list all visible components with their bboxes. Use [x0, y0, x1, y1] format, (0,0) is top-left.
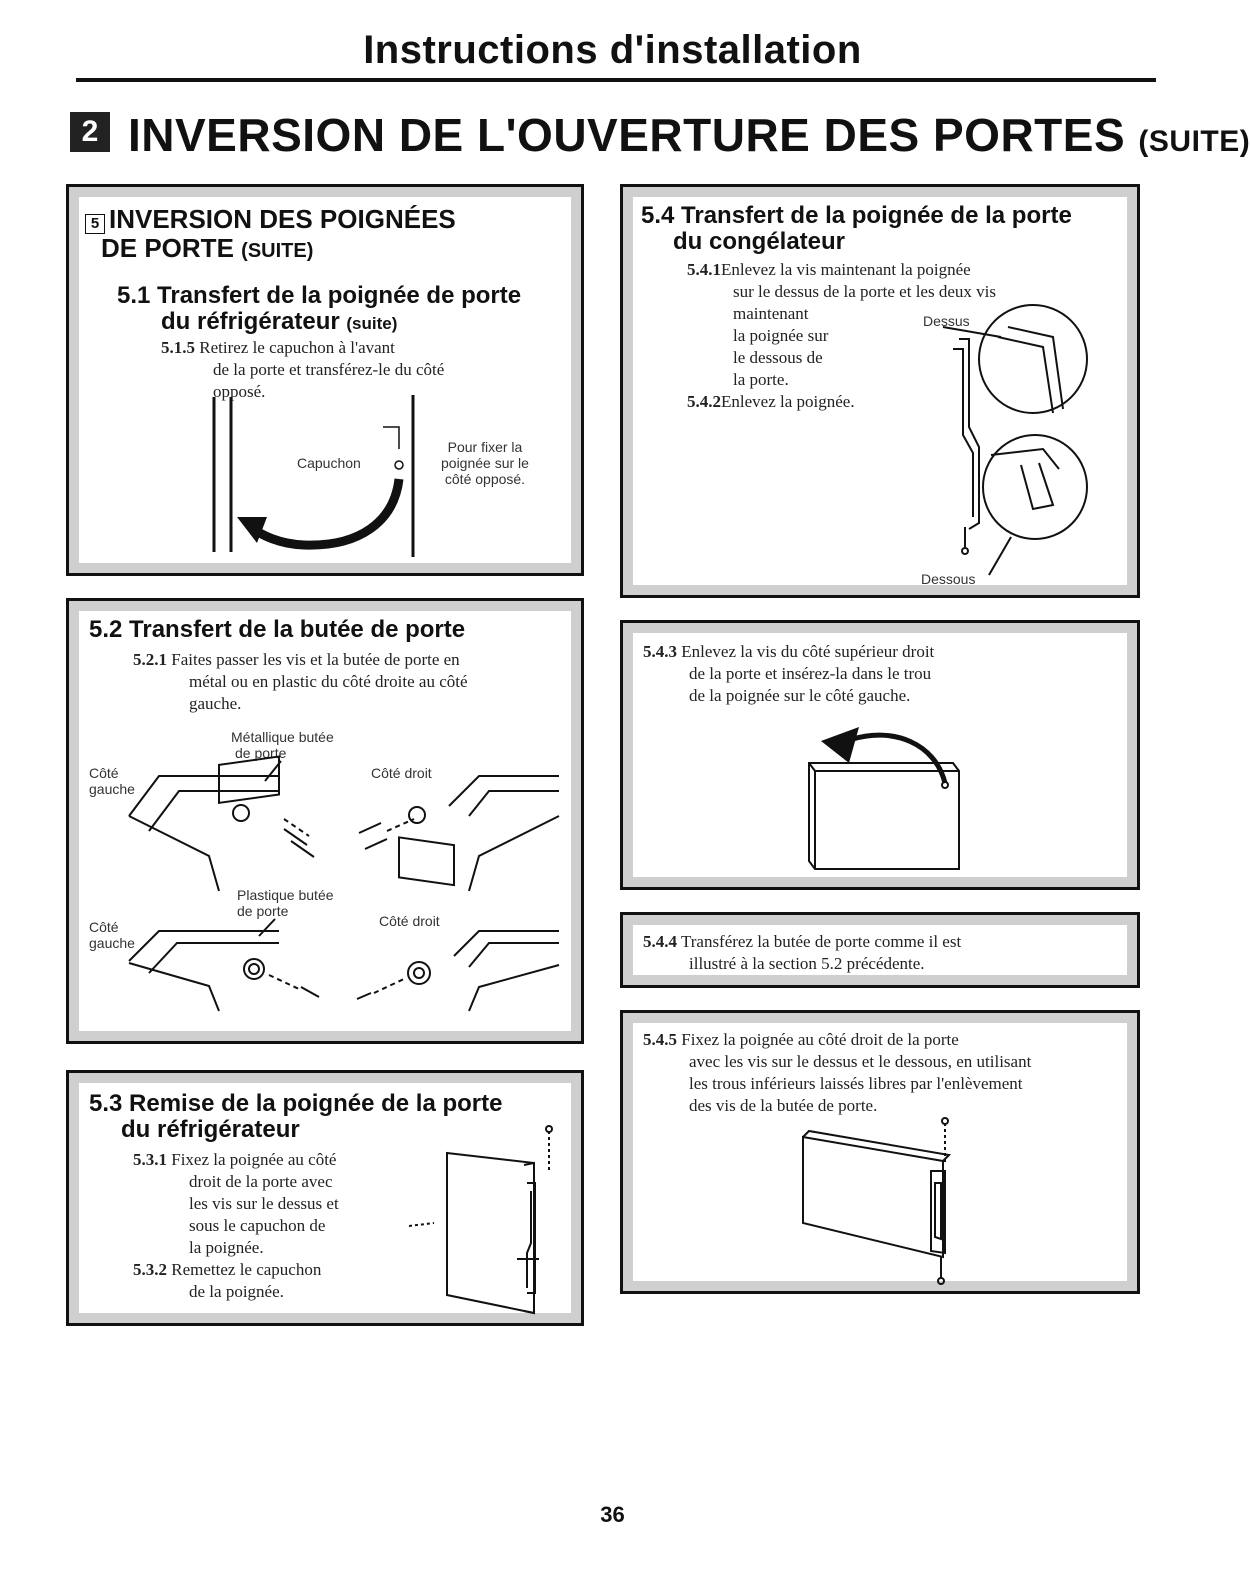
box-butee-transfer [620, 912, 1140, 988]
step-line: droit de la porte avec [189, 1172, 333, 1191]
step-number: 5.3.1 [133, 1150, 167, 1169]
step-line: de la poignée. [189, 1282, 284, 1301]
label-capuchon: Capuchon [297, 455, 361, 471]
step-number: 5.4.1 [687, 260, 721, 279]
label-line: Pour fixer la [447, 439, 523, 455]
step-number: 5.3.2 [133, 1260, 167, 1279]
box1-subtitle-line1: 5.1 Transfert de la poignée de porte [117, 282, 522, 309]
section-title-suffix: (SUITE) [1138, 125, 1250, 158]
label-line: Côté [89, 919, 119, 935]
step-line: la poignée. [189, 1238, 264, 1257]
step-line: Retirez le capuchon à l'avant [199, 338, 395, 357]
box3-title-line2: du réfrigérateur [121, 1116, 300, 1143]
label-dessous: Dessous [921, 571, 976, 587]
label-line: de porte [235, 745, 287, 761]
step-line: des vis de la butée de porte. [689, 1096, 878, 1115]
step-number: 5.4.4 [643, 932, 677, 951]
step-line: sur le dessus de la porte et les deux vis [733, 282, 996, 301]
step-number: 5.4.5 [643, 1030, 677, 1049]
page-number: 36 [600, 1502, 625, 1527]
step-line: métal ou en plastic du côté droite au côté [189, 672, 468, 691]
congelateur-handle-illustration [623, 187, 1143, 601]
box3-title-line1: 5.3 Remise de la poignée de la porte [89, 1090, 503, 1117]
box-remise [66, 1070, 584, 1326]
step-line: Transférez la butée de porte comme il est [680, 932, 962, 951]
section-title [128, 108, 1250, 162]
step-line: maintenant [733, 304, 809, 323]
label-line: gauche [89, 935, 135, 951]
step-line: Enlevez la vis maintenant la poignée [721, 260, 971, 279]
box-congelateur [620, 184, 1140, 598]
step-line: les vis sur le dessus et [189, 1194, 339, 1213]
step-line: la porte. [733, 370, 789, 389]
step-line: avec les vis sur le dessus et le dessous, en utilisant [689, 1052, 1032, 1071]
box1-subtitle-suffix: (suite) [346, 314, 398, 333]
label-line: Côté [89, 765, 119, 781]
box-butee [66, 598, 584, 1044]
capuchon-illustration [69, 187, 587, 579]
box4-title-line1: 5.4 Transfert de la poignée de la porte [641, 202, 1072, 229]
box-fixez [620, 1010, 1140, 1294]
box1-subtitle-line2: du réfrigérateur [161, 308, 340, 335]
butee-illustration [69, 601, 587, 1047]
label-line: côté opposé. [444, 471, 526, 487]
label-cote-droit: Côté droit [371, 765, 432, 781]
step-line: les trous inférieurs laissés libres par l'enlèvement [689, 1074, 1023, 1093]
step-line: la poignée sur [733, 326, 829, 345]
header-rule [76, 78, 1156, 82]
label-line: gauche [89, 781, 135, 797]
label-line: de porte [237, 903, 289, 919]
step-line: sous le capuchon de [189, 1216, 326, 1235]
step-line: Remettez le capuchon [171, 1260, 322, 1279]
box1-title-line2: DE PORTE [101, 233, 234, 263]
step-line: opposé. [213, 382, 266, 401]
section-title-text: INVERSION DE L'OUVERTURE DES PORTES [128, 109, 1126, 161]
label-line: poignée sur le [441, 455, 529, 471]
step-line: Faites passer les vis et la butée de porte en [171, 650, 460, 669]
step-number: 5.1.5 [161, 338, 195, 357]
step-line: le dessous de [733, 348, 823, 367]
step-number: 5.2.1 [133, 650, 167, 669]
fixez-handle-illustration [623, 1013, 1143, 1297]
box1-title-suffix: (SUITE) [241, 240, 314, 262]
box-vis [620, 620, 1140, 890]
section-number-badge: 2 [70, 112, 110, 152]
door-handle-illustration [69, 1073, 587, 1329]
step-line: illustré à la section 5.2 précédente. [689, 954, 925, 973]
label-line: Métallique butée [231, 729, 334, 745]
box-poignees [66, 184, 584, 576]
step-line: de la porte et insérez-la dans le trou [689, 664, 932, 683]
step-line: Enlevez la vis du côté supérieur droit [681, 642, 935, 661]
box1-title-line1: INVERSION DES POIGNÉES [109, 204, 456, 234]
step-number: 5.4.2 [687, 392, 721, 411]
step-line: Fixez la poignée au côté droit de la porte [681, 1030, 959, 1049]
page-header: Instructions d'installation [363, 28, 862, 72]
label-pour-fixer [441, 439, 529, 487]
step-line: de la poignée sur le côté gauche. [689, 686, 911, 705]
step-line: gauche. [189, 694, 242, 713]
step-line: Fixez la poignée au côté [171, 1150, 337, 1169]
vis-transfer-illustration [623, 623, 1143, 893]
box6-step [643, 931, 961, 975]
step-line: de la porte et transférez-le du côté [213, 360, 445, 379]
step-line: Enlevez la poignée. [721, 392, 855, 411]
label-dessus: Dessus [923, 313, 970, 329]
box4-title-line2: du congélateur [673, 228, 846, 255]
step-number: 5.4.3 [643, 642, 677, 661]
box2-title: 5.2 Transfert de la butée de porte [89, 616, 466, 643]
label-cote-droit-2: Côté droit [379, 913, 440, 929]
step-number-box: 5 [85, 214, 105, 234]
label-line: Plastique butée [237, 887, 334, 903]
